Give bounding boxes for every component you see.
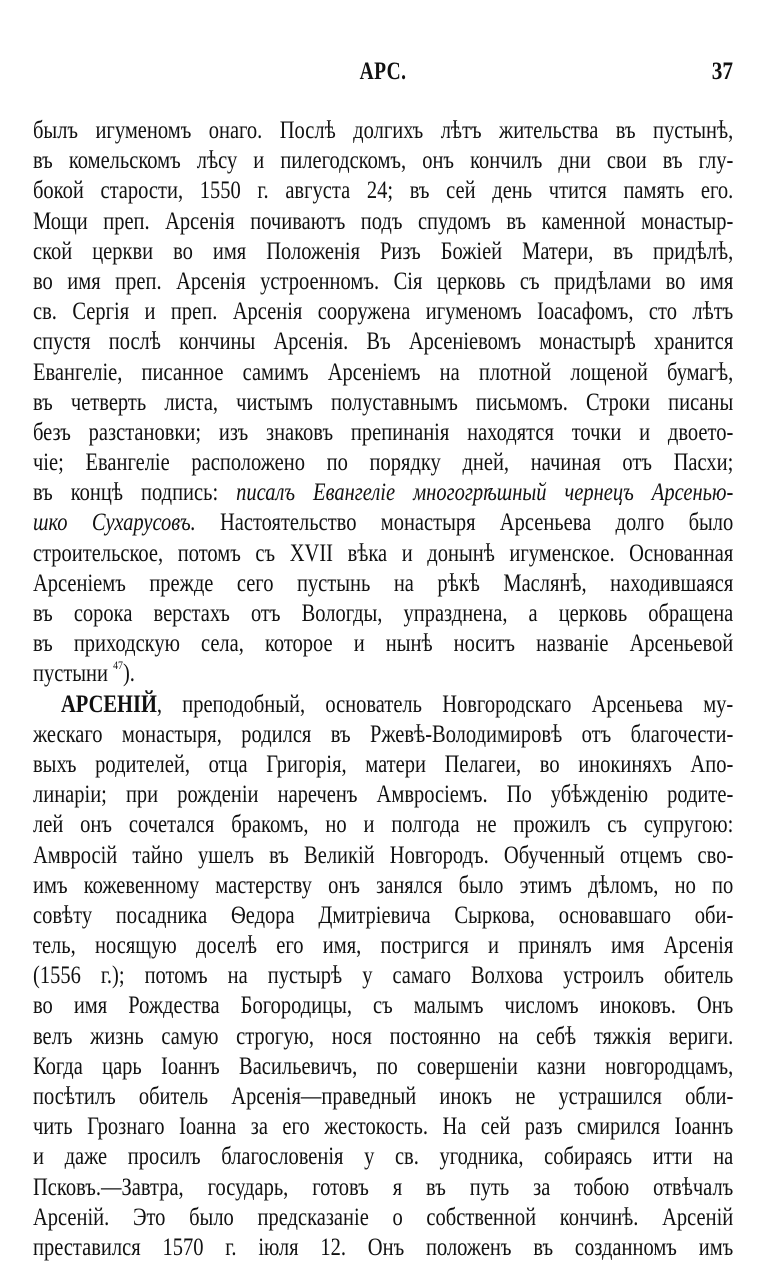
text-line: Арсеніемъ прежде сего пустынь на рѣкѣ Маслянѣ, находившаяся <box>33 569 734 597</box>
text-line-signature-end <box>33 508 733 538</box>
text-line-last <box>33 659 733 689</box>
entry-headword: АРСЕНІЙ <box>61 690 157 718</box>
text-line: велъ жизнь самую строгую, нося постоянно на себѣ тяжкія вериги. <box>33 1022 734 1050</box>
signature-prefix: въ концѣ подпись: <box>33 479 237 507</box>
footnote-ref: 47 <box>113 658 123 673</box>
text-line: чіе; Евангеліе расположено по порядку дней, начиная отъ Пасхи; <box>33 449 734 477</box>
text-line: былъ игуменомъ онаго. Послѣ долгихъ лѣтъ жительства въ пустынѣ, <box>33 117 734 144</box>
text-line: жескаго монастыря, родился въ Ржевѣ-Володимировѣ отъ благочести- <box>33 720 734 748</box>
text-line: тель, носящую доселѣ его имя, постригся и принялъ имя Арсенія <box>33 932 734 960</box>
text-line: линаріи; при рожденіи нареченъ Амвросіемъ. По убѣжденію родите- <box>33 781 734 809</box>
text-line: преставился 1570 г. іюля 12. Онъ положенъ въ созданномъ имъ <box>33 1233 734 1261</box>
text-line: строительское, потомъ съ XVII вѣка и донынѣ игуменское. Основанная <box>33 539 734 567</box>
text-line: выхъ родителей, отца Григорія, матери Пелагеи, во инокиняхъ Апо- <box>33 750 734 778</box>
text-line: Амвросій тайно ушелъ въ Великій Новгородъ. Обученный отцемъ сво- <box>33 841 734 869</box>
text-line: ской церкви во имя Положенія Ризъ Божіей Матери, въ придѣлѣ, <box>33 237 734 265</box>
body-text <box>33 116 733 1263</box>
text-line: безъ разстановки; изъ знаковъ препинанія находятся точки и двоето- <box>33 418 734 446</box>
text-line: лей онъ сочетался бракомъ, но и полгода не прожилъ съ супругою: <box>33 811 734 839</box>
text-line: Мощи преп. Арсенія почиваютъ подъ спудомъ въ каменной монастыр- <box>33 207 734 235</box>
page-number: 37 <box>711 58 733 85</box>
text-span: , преподобный, основатель Новгородскаго Арсеньева му- <box>156 690 734 718</box>
text-line: Арсеній. Это было предсказаніе о собственной кончинѣ. Арсеній <box>33 1203 734 1231</box>
text-line: совѣту посадника Ѳедора Дмитріевича Сыркова, основавшаго оби- <box>33 901 734 929</box>
text-line: (1556 г.); потомъ на пустырѣ у самаго Волхова устроилъ обитель <box>33 962 734 990</box>
text-line: посѣтилъ обитель Арсенія—праведный инокъ не устрашился обли- <box>33 1083 734 1110</box>
text-line: въ комельскомъ лѣсу и пилегодскомъ, онъ кончилъ дни свои въ глу- <box>33 147 734 175</box>
text-line: во имя Рождества Богородицы, съ малымъ числомъ иноковъ. Онъ <box>33 992 734 1020</box>
entry-first-line <box>33 690 733 720</box>
text-line: чить Грознаго Іоанна за его жестокость. На сей разъ смирился Іоаннъ <box>33 1113 734 1141</box>
text-line: и даже просилъ благословенія у св. угодника, собираясь итти на <box>33 1143 734 1171</box>
text-line: въ приходскую села, которое и нынѣ носитъ названіе Арсеньевой <box>33 630 734 658</box>
text-line: во имя преп. Арсенія устроенномъ. Сія церковь съ придѣлами во имя <box>33 267 734 295</box>
text-line: Псковъ.—Завтра, государь, готовъ я въ путь за тобою отвѣчалъ <box>33 1173 734 1201</box>
text-line-signature <box>33 478 733 508</box>
text-line: Когда царь Іоаннъ Васильевичъ, по совершеніи казни новгородцамъ, <box>33 1052 734 1080</box>
text-line: Евангеліе, писанное самимъ Арсеніемъ на плотной лощеной бумагѣ, <box>33 358 734 386</box>
text-line: бокой старости, 1550 г. августа 24; въ сей день чтится память его. <box>33 177 734 205</box>
signature-quote: писалъ Евангеліе многогрѣшный чернецъ Арсенью- <box>236 479 734 507</box>
running-head: АРС. <box>359 58 407 85</box>
text-line: спустя послѣ кончины Арсенія. Въ Арсеніевомъ монастырѣ хранится <box>33 328 734 356</box>
text-line: св. Сергія и преп. Арсенія сооружена игуменомъ Іоасафомъ, сто лѣтъ <box>33 298 734 326</box>
text-line: въ четверть листа, чистымъ полуставнымъ письмомъ. Строки писаны <box>33 388 734 416</box>
signature-quote-end: шко Сухарусовъ. <box>33 509 196 537</box>
text-span: пустыни <box>33 660 114 688</box>
text-span: ). <box>122 660 135 688</box>
text-span: Настоятельство монастыря Арсеньева долго было <box>195 509 734 537</box>
page-header <box>33 58 733 92</box>
text-line: въ сорока верстахъ отъ Вологды, упразднена, а церковь обращена <box>33 600 734 627</box>
text-line: имъ кожевенному мастерству онъ занялся было этимъ дѣломъ, но по <box>33 871 734 899</box>
